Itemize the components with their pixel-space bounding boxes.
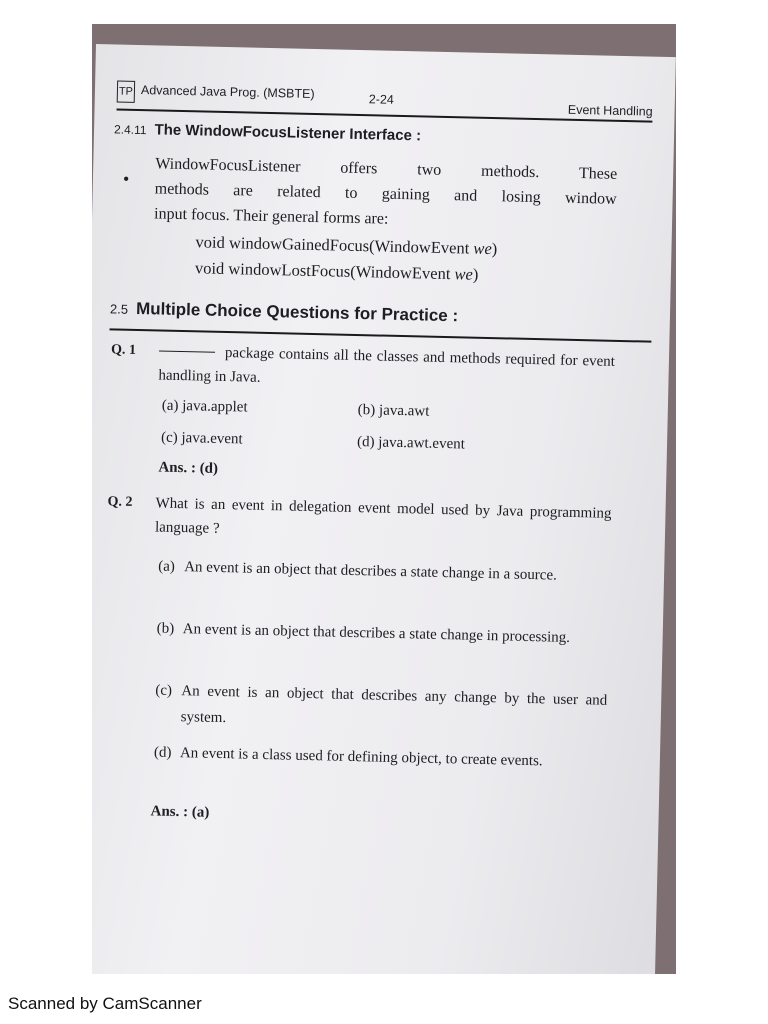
option-text: An event is an object that describes a state change in processing. (182, 621, 571, 646)
book-title: Advanced Java Prog. (MSBTE) (140, 83, 315, 101)
answer: Ans. : (d) (158, 459, 219, 477)
section-heading-2-4-11 (114, 120, 421, 144)
paragraph-line: WindowFocusListener offers two methods. These (155, 155, 618, 183)
answer: Ans. : (a) (150, 803, 210, 821)
option: (a) java.applet (161, 397, 248, 416)
question-text: package contains all the classes and methods required for event handling in Java. (158, 345, 616, 386)
option-label: (b) (156, 620, 175, 637)
section-title: Multiple Choice Questions for Practice : (135, 298, 459, 326)
scanned-photo (92, 24, 676, 974)
bullet-point: • (122, 168, 130, 189)
paragraph-line: input focus. Their general forms are: (153, 205, 389, 228)
book-page (92, 44, 676, 974)
question-number: Q. 1 (110, 342, 137, 358)
question-text: What is an event in delegation event model used by Java programming language ? (154, 495, 612, 537)
chapter-title: Event Handling (567, 102, 653, 119)
page-number: 2-24 (368, 92, 395, 107)
page-header (116, 78, 653, 122)
question-number: Q. 2 (107, 494, 133, 510)
option (154, 678, 607, 740)
option-label: (d) (153, 744, 172, 761)
section-number: 2.4.11 (113, 122, 147, 138)
paragraph-line: methods are related to gaining and losing window (154, 180, 617, 208)
option-text: An event is a class used for defining object, to create events. (179, 745, 543, 770)
section-heading-2-5 (110, 298, 459, 326)
option: (c) java.event (160, 429, 243, 448)
option-label: (a) (157, 558, 175, 575)
scanner-watermark: Scanned by CamScanner (8, 994, 202, 1013)
section-title: The WindowFocusListener Interface : (154, 121, 422, 145)
option (156, 616, 608, 652)
code-line: void windowGainedFocus(WindowEvent we) (195, 232, 498, 259)
option (158, 554, 610, 590)
option-text: An event is an object that describes any change by the user and system. (180, 683, 608, 727)
fill-in-blank (159, 351, 215, 353)
option: (d) java.awt.event (356, 434, 466, 453)
option-label: (c) (155, 682, 173, 699)
option (154, 740, 606, 776)
option-text: An event is an object that describes a state change in a source. (183, 559, 558, 584)
code-line: void windowLostFocus(WindowEvent we) (194, 258, 479, 284)
option: (b) java.awt (357, 402, 430, 420)
publisher-logo: TP (117, 80, 135, 102)
section-number: 2.5 (109, 301, 129, 317)
